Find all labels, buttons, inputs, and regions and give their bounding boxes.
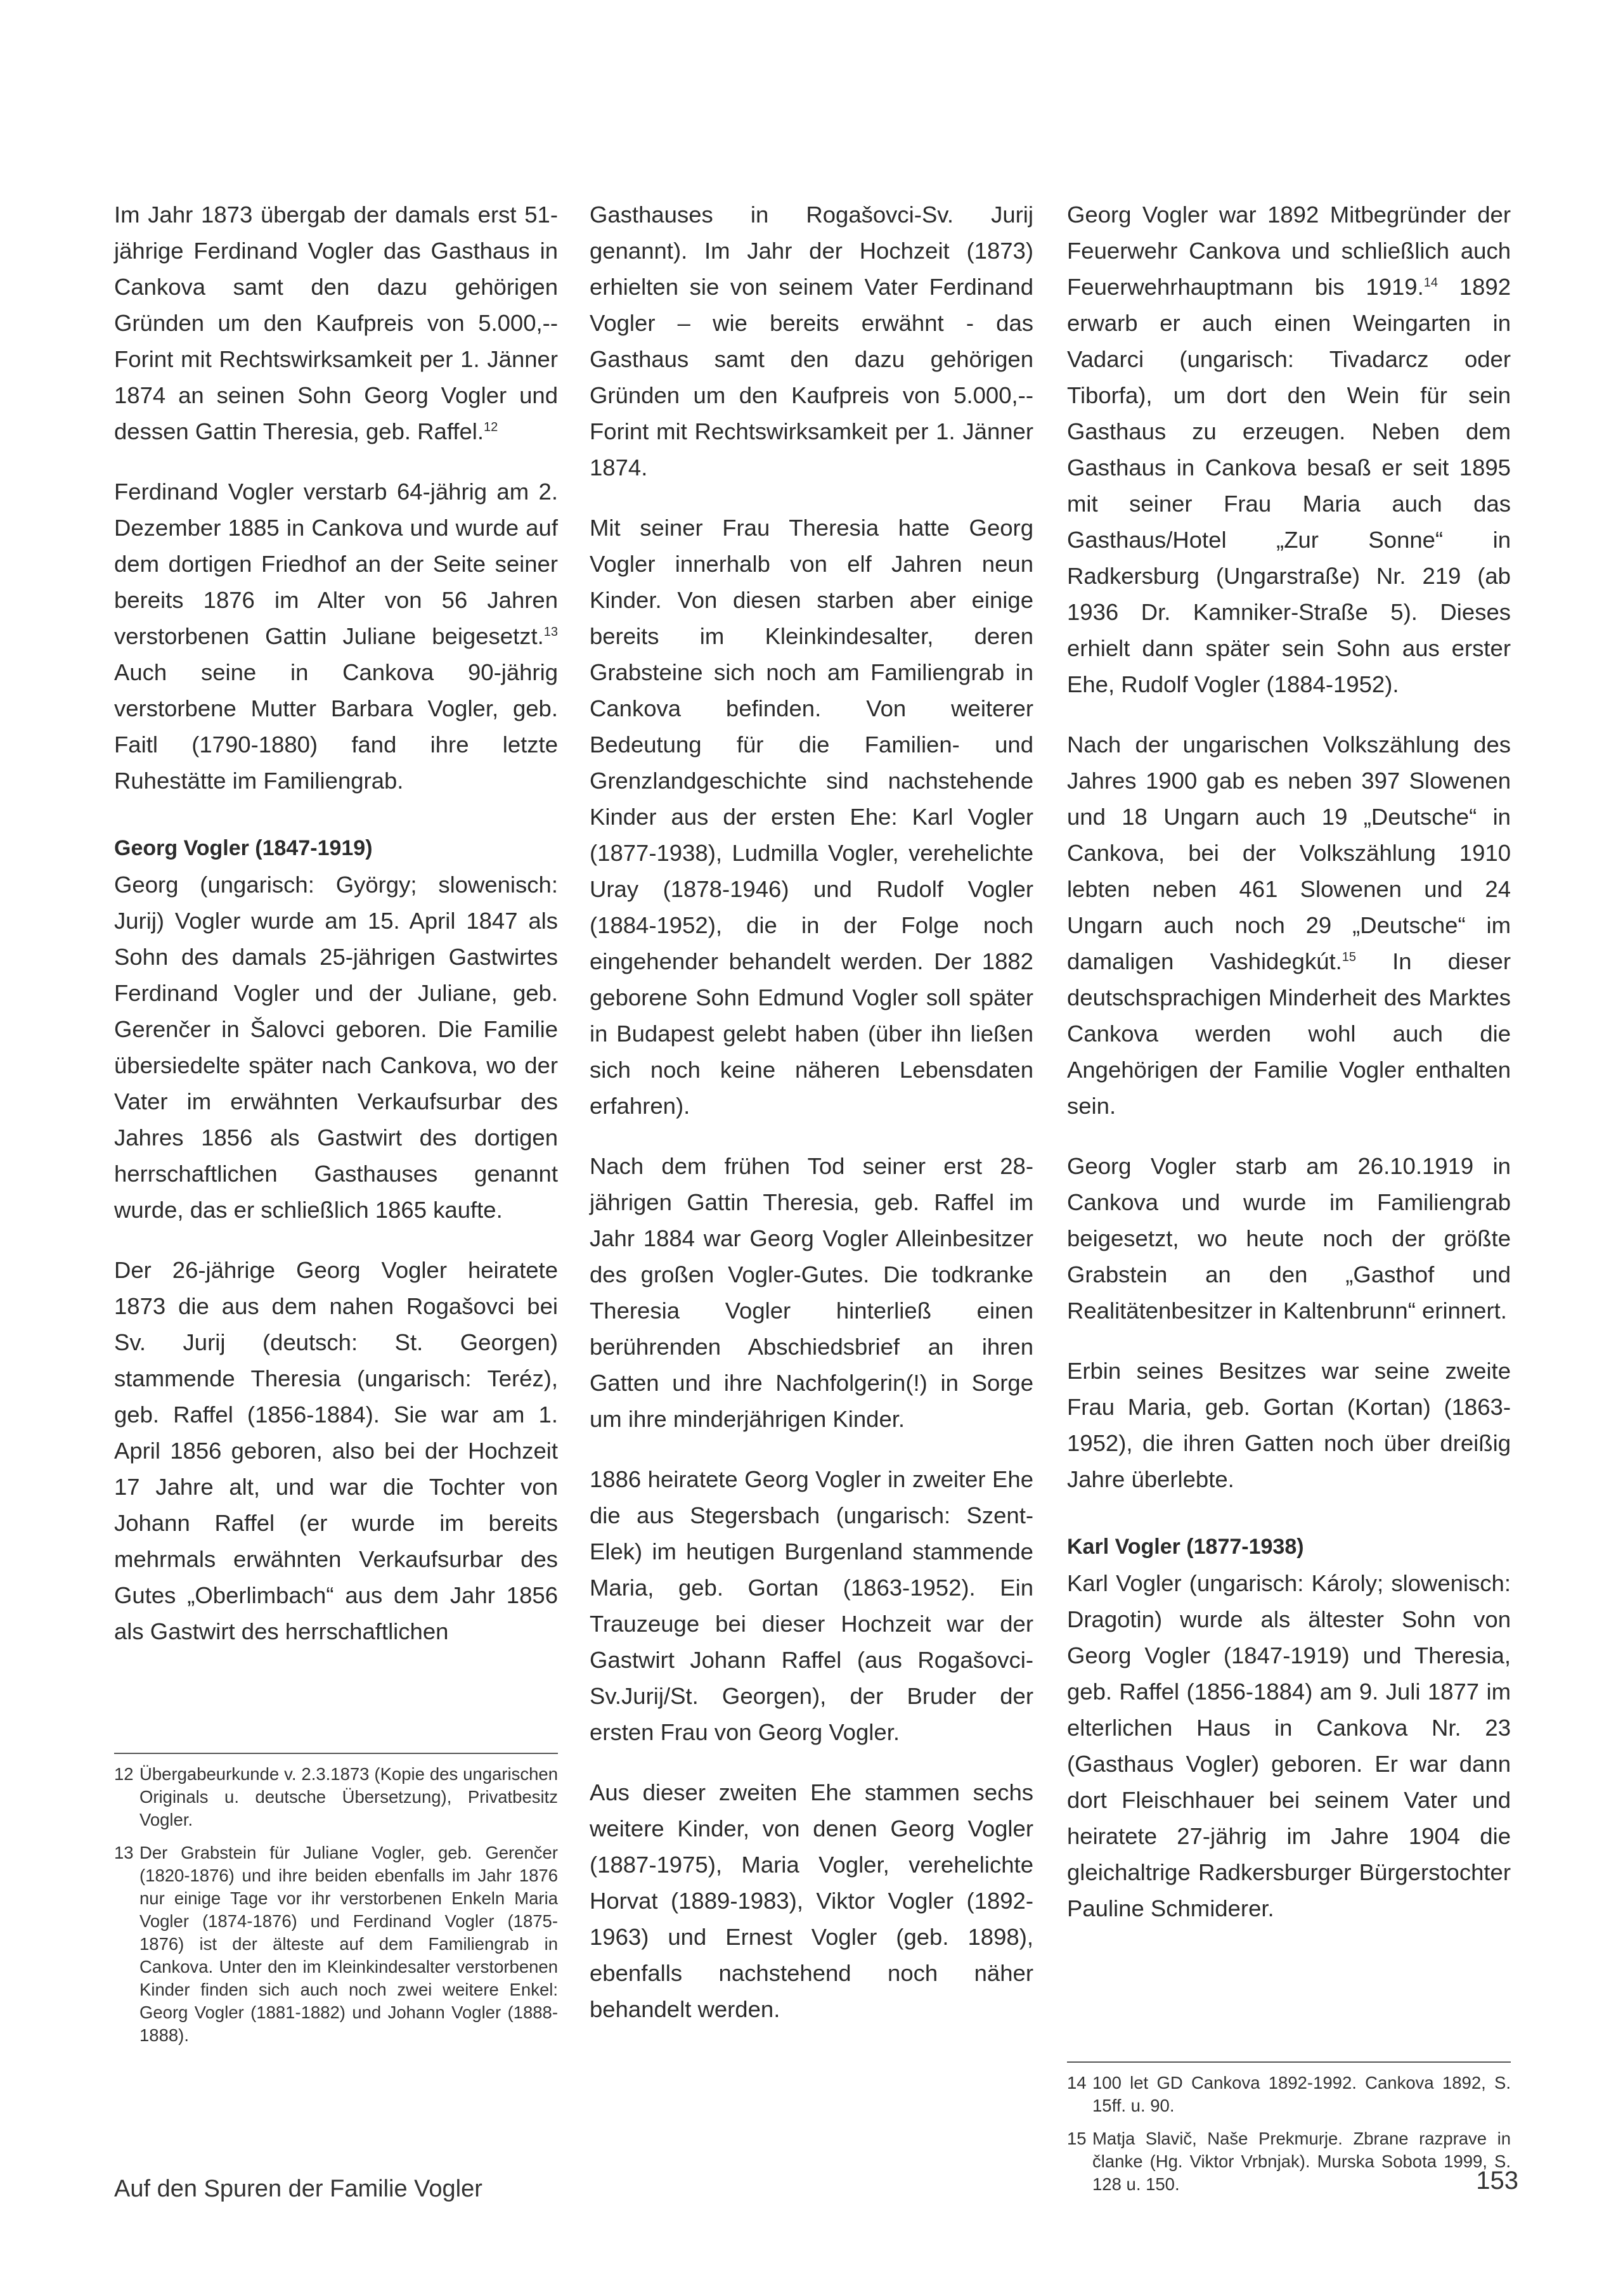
footnote-ref: 12 (484, 420, 498, 434)
footnote-number: 12 (114, 1764, 134, 1784)
section-heading: Georg Vogler (1847-1919) (114, 836, 373, 860)
paragraph-text: In dieser deutschsprachigen Minderheit des Marktes Cankova werden wohl auch die Angehörigen der Familie Vogler enthalten sein. (1067, 948, 1511, 1119)
paragraph-text: Ferdinand Vogler verstarb 64-jährig am 2. Dezember 1885 in Cankova und wurde auf dem dortigen Friedhof an der Seite seiner bereits 1876 im Alter von 56 Jahren verstorbenen Gattin Juliane beigesetzt. (114, 479, 558, 649)
paragraph: Georg Vogler starb am 26.10.1919 in Cankova und wurde im Familiengrab beigesetzt, wo heute noch der größte Grabstein an den „Gasthof und Realitätenbesitzer in Kaltenbrunn“ erinnert. (1067, 1153, 1511, 1324)
paragraph: Georg (ungarisch: György; slowenisch: Jurij) Vogler wurde am 15. April 1847 als Sohn des damals 25-jährigen Gastwirtes Ferdinand Vogler und der Juliane, geb. Gerenčer in Šalovci geboren. Die Familie übersiedelte später nach Cankova, wo der Vater im erwähnten Verkaufsurbar des Jahres 1856 als Gastwirt des dortigen herrschaftlichen Gasthauses genannt wurde, das er schließlich 1865 kaufte. (114, 872, 558, 1223)
running-footer-title: Auf den Spuren der Familie Vogler (114, 2176, 482, 2202)
page-number: 153 (1476, 2167, 1518, 2195)
paragraph-text: Auch seine in Cankova 90-jährig verstorbene Mutter Barbara Vogler, geb. Faitl (1790-1880) fand ihre letzte Ruhestätte im Familiengrab. (114, 659, 558, 794)
paragraph: Erbin seines Besitzes war seine zweite Frau Maria, geb. Gortan (Kortan) (1863-1952), die ihren Gatten noch über dreißig Jahre überlebte. (1067, 1358, 1511, 1492)
footnote-divider (1067, 2061, 1511, 2063)
footnote-number: 13 (114, 1843, 134, 1862)
footnote-text: Matja Slavič, Naše Prekmurje. Zbrane razprave in članke (Hg. Viktor Vrbnjak). Murska Sobota 1999, S. 128 u. 150. (1092, 2129, 1511, 2194)
paragraph: Karl Vogler (ungarisch: Károly; slowenisch: Dragotin) wurde als ältester Sohn von Georg Vogler (1847-1919) und Theresia, geb. Raffel (1856-1884) am 9. Juli 1877 im elterlichen Haus in Cankova Nr. 23 (Gasthaus Vogler) geboren. Er war dann dort Fleischhauer bei seinem Vater und heiratete 27-jährig im Jahre 1904 die gleichaltrige Radkersburger Bürgerstochter Pauline Schmiderer. (1067, 1570, 1511, 1921)
footnote-text: Der Grabstein für Juliane Vogler, geb. Gerenčer (1820-1876) und ihre beiden ebenfalls im Jahr 1876 nur einige Tage vor ihr verstorbenen Enkeln Maria Vogler (1874-1876) und Ferdinand Vogler (1875-1876) ist der älteste auf dem Familiengrab in Cankova. Unter den im Kleinkindesalter verstorbenen Kinder finden sich auch noch zwei weitere Enkel: Georg Vogler (1881-1882) und Johann Vogler (1888-1888). (139, 1843, 558, 2045)
footnote-divider (114, 1753, 558, 1754)
footnote (1067, 2127, 1511, 2196)
paragraph-text: 1892 erwarb er auch einen Weingarten in Vadarci (ungarisch: Tivadarcz oder Tiborfa), um dort den Wein für sein Gasthaus zu erzeugen. Neben dem Gasthaus in Cankova besaß er seit 1895 mit seiner Frau Maria auch das Gasthaus/Hotel „Zur Sonne“ in Radkersburg (Ungarstraße) Nr. 219 (ab 1936 Dr. Kamniker-Straße 5). Dieses erhielt dann später sein Sohn aus erster Ehe, Rudolf Vogler (1884-1952). (1067, 274, 1511, 697)
footnote-ref: 14 (1423, 275, 1438, 290)
paragraph (1067, 726, 1511, 1124)
footnote-text: Übergabeurkunde v. 2.3.1873 (Kopie des ungarischen Originals u. deutsche Übersetzung), Privatbesitz Vogler. (139, 1764, 558, 1829)
footnote-ref: 13 (543, 624, 558, 639)
paragraph (114, 197, 558, 449)
text-column-2 (590, 197, 1033, 2027)
footnotes-left (114, 1753, 558, 2057)
footnote-number: 14 (1067, 2073, 1087, 2093)
footnote-text: 100 let GD Cankova 1892-1992. Cankova 1892, S. 15ff. u. 90. (1092, 2073, 1511, 2115)
paragraph: Aus dieser zweiten Ehe stammen sechs weitere Kinder, von denen Georg Vogler (1887-1975), Maria Vogler, verehelichte Horvat (1889-1983), Viktor Vogler (1892-1963) und Ernest Vogler (geb. 1898), ebenfalls nachstehend noch näher behandelt werden. (590, 1779, 1033, 2022)
paragraph-text: Nach der ungarischen Volkszählung des Jahres 1900 gab es neben 397 Slowenen und 18 Ungarn auch 19 „Deutsche“ in Cankova, bei der Volkszählung 1910 lebten neben 461 Slowenen und 24 Ungarn auch noch 29 „Deutsche“ im damaligen Vashidegkút. (1067, 732, 1511, 974)
paragraph-text: Georg Vogler war 1892 Mitbegründer der Feuerwehr Cankova und schließlich auch Feuerwehrhauptmann bis 1919. (1067, 202, 1511, 300)
text-column-1 (114, 197, 558, 1649)
paragraph: 1886 heiratete Georg Vogler in zweiter Ehe die aus Stegersbach (ungarisch: Szent-Elek) im heutigen Burgenland stammende Maria, geb. Gortan (1863-1952). Ein Trauzeuge bei dieser Hochzeit war der Gastwirt Johann Raffel (aus Rogašovci-Sv.Jurij/St. Georgen), der Bruder der ersten Frau von Georg Vogler. (590, 1466, 1033, 1745)
paragraph-text: Im Jahr 1873 übergab der damals erst 51-jährige Ferdinand Vogler das Gasthaus in Cankova samt den dazu gehörigen Gründen um den Kaufpreis von 5.000,-- Forint mit Rechtswirksamkeit per 1. Jänner 1874 an seinen Sohn Georg Vogler und dessen Gattin Theresia, geb. Raffel. (114, 202, 558, 444)
footnote-ref: 15 (1342, 950, 1357, 964)
footnote (114, 1763, 558, 1831)
paragraph (1067, 197, 1511, 702)
paragraph: Mit seiner Frau Theresia hatte Georg Vogler innerhalb von elf Jahren neun Kinder. Von diesen starben aber einige bereits im Kleinkindesalter, deren Grabsteine sich noch am Familiengrab in Cankova befinden. Von weiterer Bedeutung für die Familien- und Grenzlandgeschichte sind nachstehende Kinder aus der ersten Ehe: Karl Vogler (1877-1938), Ludmilla Vogler, verehelichte Uray (1878-1946) und Rudolf Vogler (1884-1952), die in der Folge noch eingehender behandelt werden. Der 1882 geborene Sohn Edmund Vogler soll später in Budapest gelebt haben (über ihn ließen sich noch keine näheren Lebensdaten erfahren). (590, 515, 1033, 1119)
footnote (114, 1841, 558, 2047)
section-heading: Karl Vogler (1877-1938) (1067, 1535, 1304, 1559)
paragraph: Nach dem frühen Tod seiner erst 28-jährigen Gattin Theresia, geb. Raffel im Jahr 1884 war Georg Vogler Alleinbesitzer des großen Vogler-Gutes. Die todkranke Theresia Vogler hinterließ einen berührenden Abschiedsbrief an ihren Gatten und ihre Nachfolgerin(!) in Sorge um ihre minderjährigen Kinder. (590, 1153, 1033, 1432)
text-column-3 (1067, 197, 1511, 1926)
paragraph (114, 474, 558, 799)
footnotes-right (1067, 2061, 1511, 2206)
paragraph: Gasthauses in Rogašovci-Sv. Jurij genannt). Im Jahr der Hochzeit (1873) erhielten sie von seinem Vater Ferdinand Vogler – wie bereits erwähnt - das Gasthaus samt den dazu gehörigen Gründen um den Kaufpreis von 5.000,-- Forint mit Rechtswirksamkeit per 1. Jänner 1874. (590, 202, 1033, 480)
footnote (1067, 2072, 1511, 2117)
footnote-number: 15 (1067, 2129, 1087, 2148)
paragraph: Der 26-jährige Georg Vogler heiratete 1873 die aus dem nahen Rogašovci bei Sv. Jurij (deutsch: St. Georgen) stammende Theresia (ungarisch: Teréz), geb. Raffel (1856-1884). Sie war am 1. April 1856 geboren, also bei der Hochzeit 17 Jahre alt, und war die Tochter von Johann Raffel (er wurde im bereits mehrmals erwähnten Verkaufsurbar des Gutes „Oberlimbach“ aus dem Jahr 1856 als Gastwirt des herrschaftlichen (114, 1257, 558, 1644)
